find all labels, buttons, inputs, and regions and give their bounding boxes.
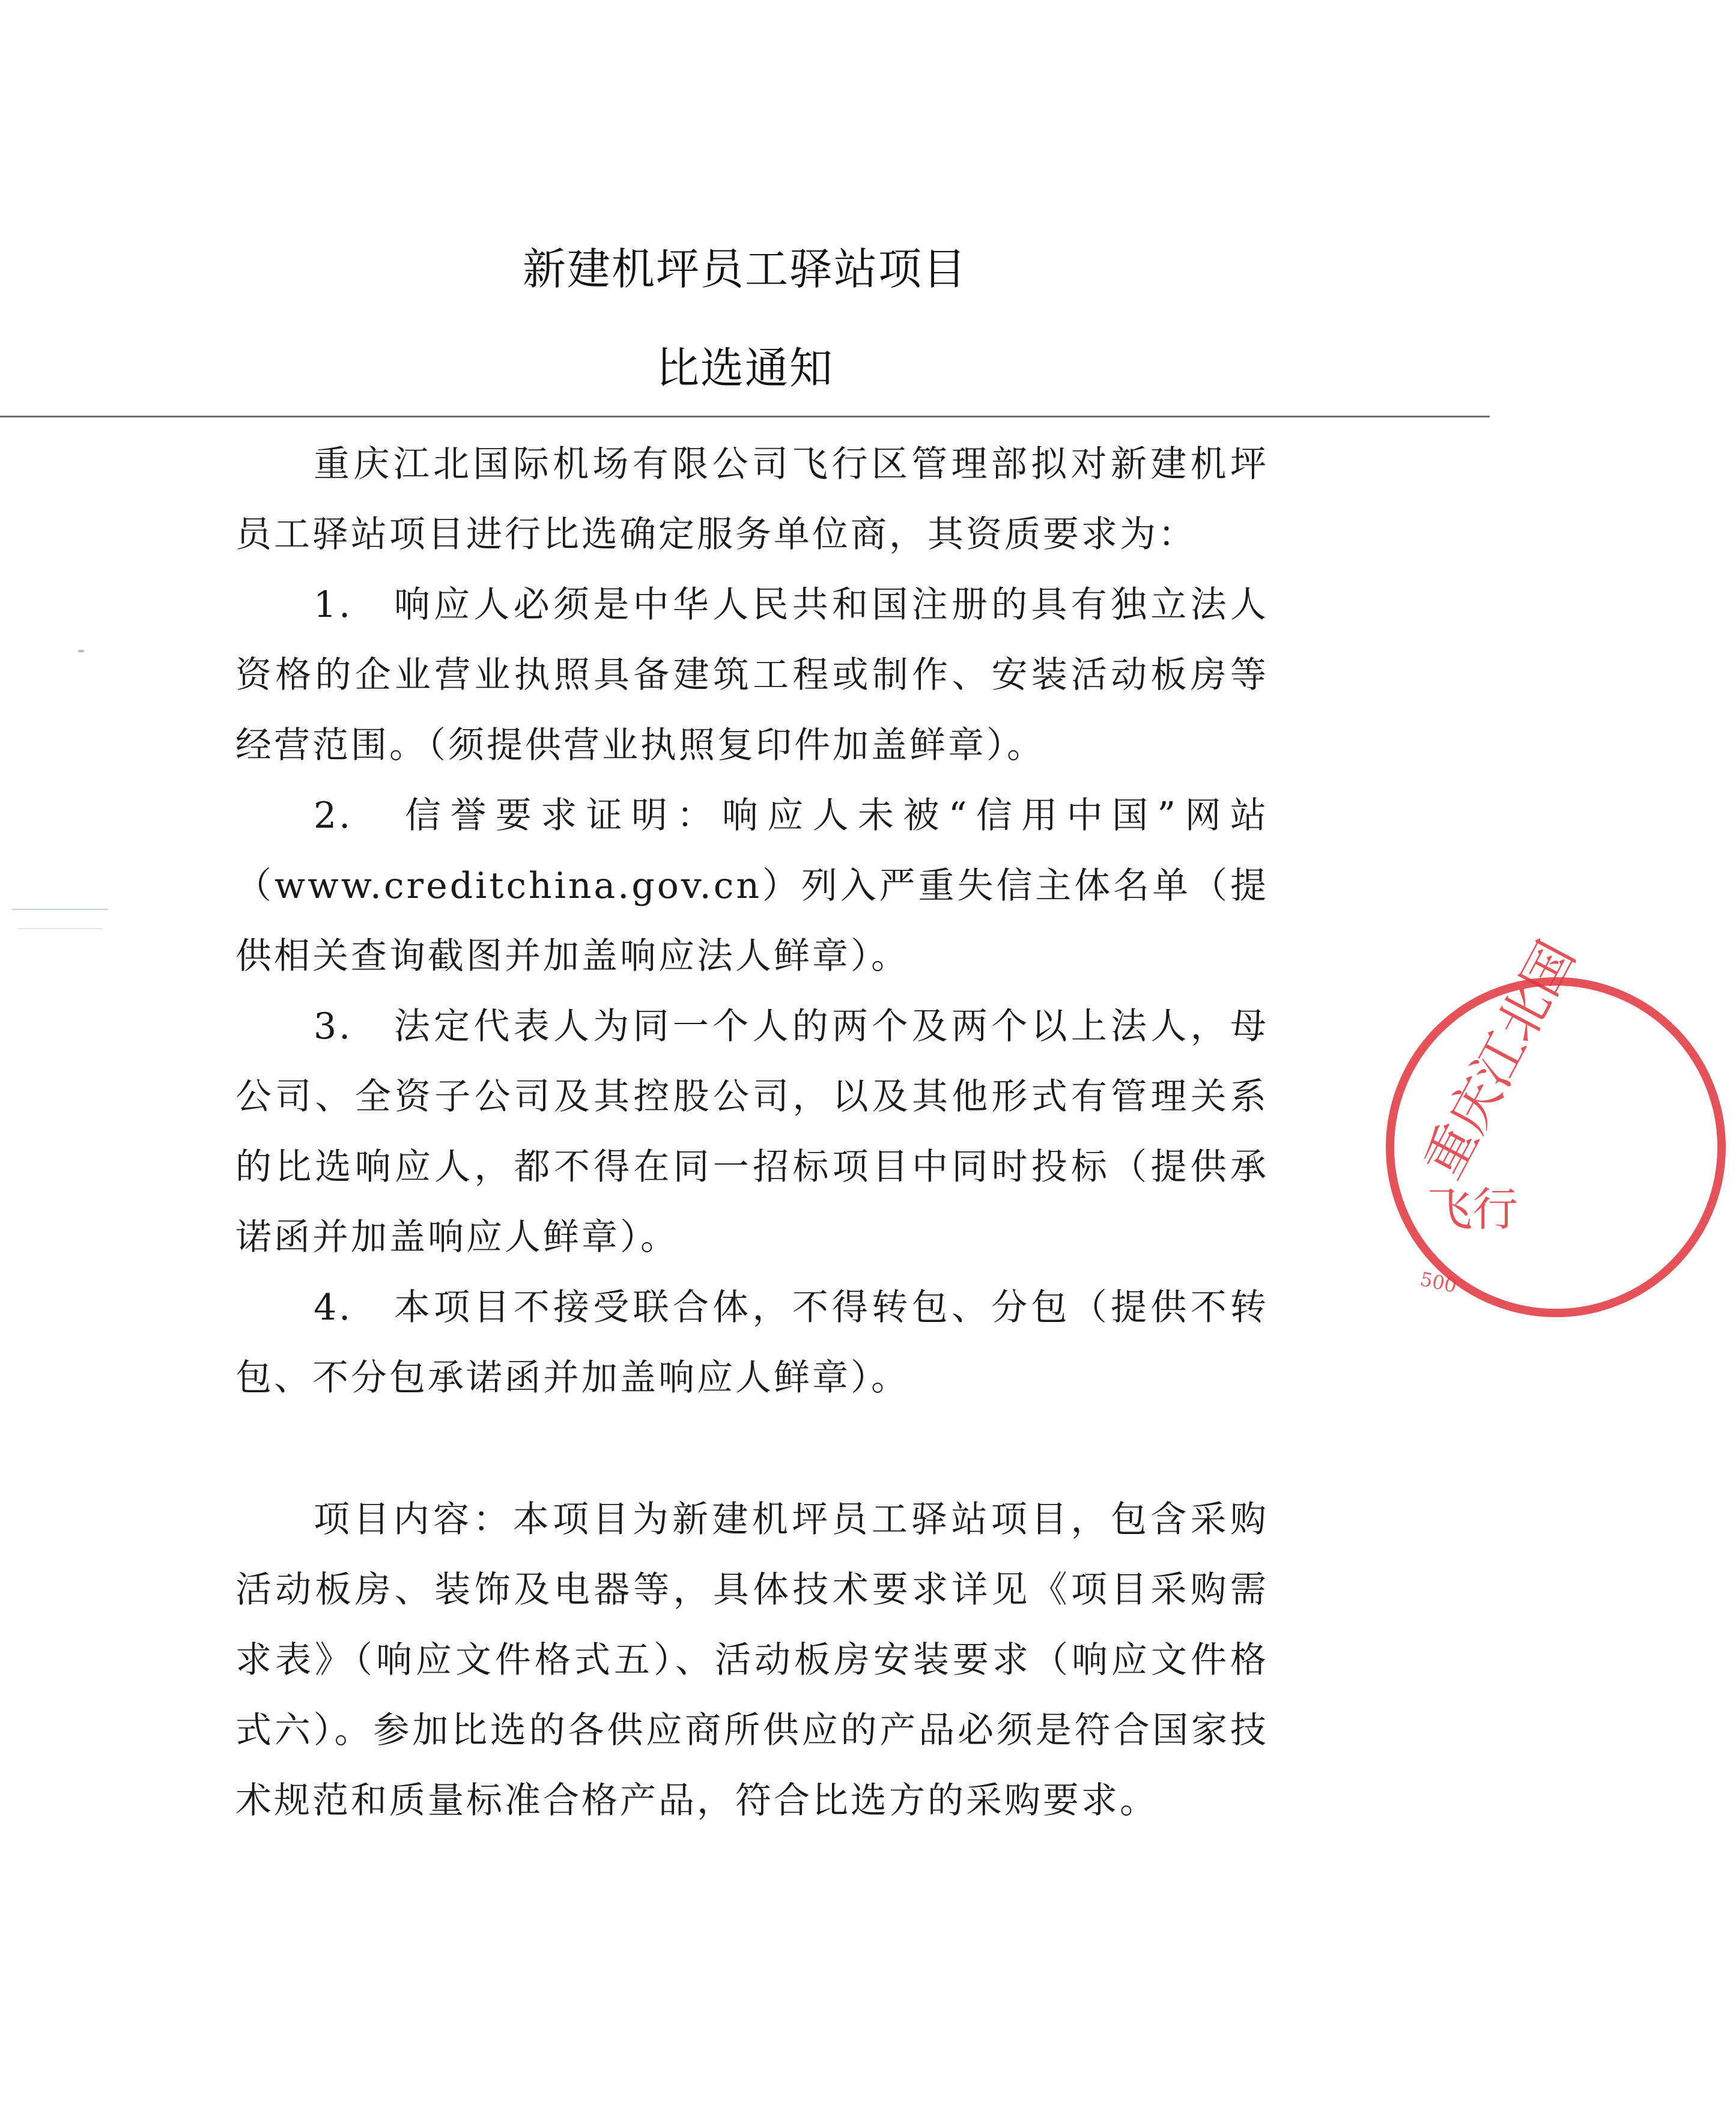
intro-paragraph: 重庆江北国际机场有限公司飞行区管理部拟对新建机坪员工驿站项目进行比选确定服务单位商，其资质要求为： bbox=[235, 443, 1269, 556]
document-title: 新建机坪员工驿站项目 bbox=[522, 244, 967, 294]
scan-artifact-line bbox=[18, 928, 102, 929]
header-divider bbox=[0, 416, 1490, 417]
requirement-item-1: 1. 响应人必须是中华人民共和国注册的具有独立法人资格的企业营业执照具备建筑工程或制作、安装活动板房等经营范围。（须提供营业执照复印件加盖鲜章）。 bbox=[235, 584, 1269, 766]
seal-text-top: 重庆江北国 bbox=[1413, 932, 1588, 1188]
scan-speck bbox=[78, 650, 84, 652]
seal-text-lower: 飞行 bbox=[1427, 1183, 1518, 1236]
document-subtitle: 比选通知 bbox=[655, 343, 834, 393]
project-content-paragraph: 项目内容：本项目为新建机坪员工驿站项目，包含采购活动板房、装饰及电器等，具体技术要求详见《项目采购需求表》（响应文件格式五）、活动板房安装要求（响应文件格式六）。参加比选的各供应商所供应的产品必须是符合国家技术规范和质量标准合格产品，符合比选方的采购要求。 bbox=[235, 1499, 1269, 1822]
scan-artifact-line bbox=[12, 909, 108, 910]
company-seal-stamp bbox=[1376, 932, 1736, 1327]
requirement-item-2: 2. 信誉要求证明：响应人未被“信用中国”网站（www.creditchina.gov.cn）列入严重失信主体名单（提供相关查询截图并加盖响应法人鲜章）。 bbox=[235, 795, 1269, 977]
document-body bbox=[235, 429, 1269, 1836]
requirement-item-4: 4. 本项目不接受联合体，不得转包、分包（提供不转包、不分包承诺函并加盖响应人鲜章）。 bbox=[235, 1287, 1269, 1399]
seal-number: 500 bbox=[1418, 1267, 1459, 1297]
requirement-item-3: 3. 法定代表人为同一个人的两个及两个以上法人，母公司、全资子公司及其控股公司，以及其他形式有管理关系的比选响应人，都不得在同一招标项目中同时投标（提供承诺函并加盖响应人鲜章）。 bbox=[235, 1005, 1269, 1258]
